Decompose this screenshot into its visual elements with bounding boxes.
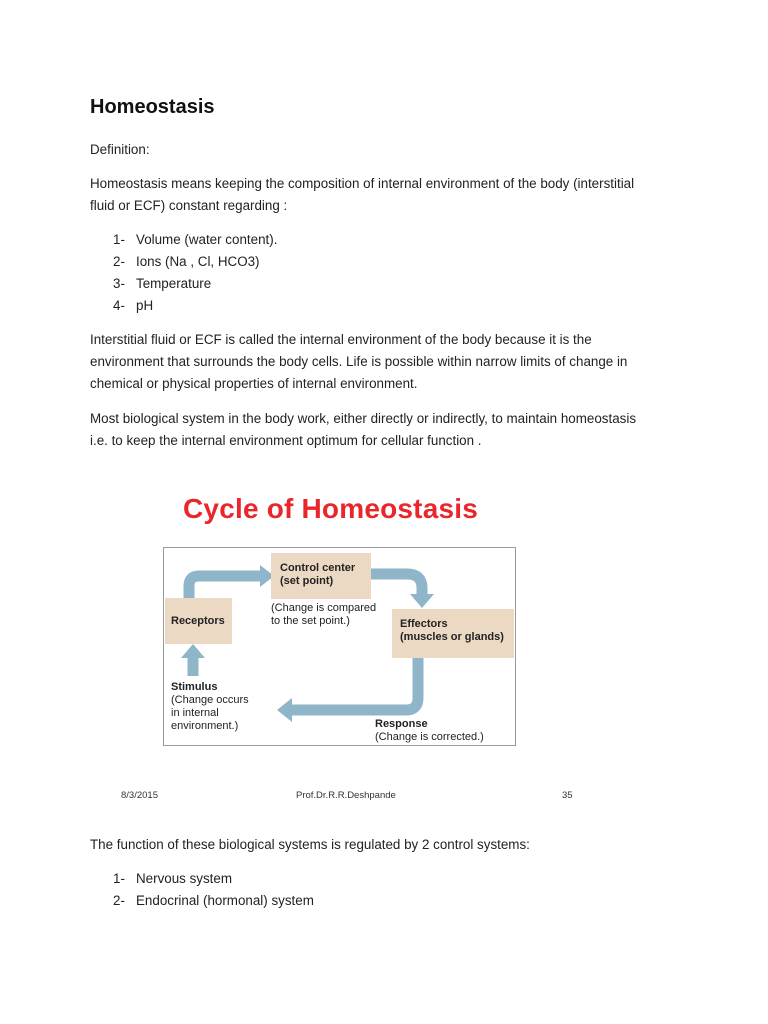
receptors-label: Receptors: [171, 615, 225, 627]
arrowhead-effectors: [410, 594, 434, 608]
receptors-box: [165, 598, 232, 644]
response-label: Response (Change is corrected.): [375, 718, 484, 743]
intro-line: Homeostasis means keeping the composition of internal environment of the body (interstitial: [90, 176, 635, 191]
arrow-receptors-to-control: [189, 576, 260, 600]
definition-label: Definition:: [90, 142, 150, 157]
list-item: 1- Nervous system: [113, 871, 232, 886]
arrow-response: [292, 658, 418, 710]
arrow-control-to-effectors: [371, 574, 422, 594]
intro-paragraph: [90, 173, 710, 217]
slide-footer-page: 35: [562, 790, 573, 801]
intro-line: fluid or ECF) constant regarding :: [90, 198, 288, 213]
list-item: 4- pH: [113, 298, 154, 313]
stimulus-label: Stimulus (Change occurs in internal environment.): [171, 681, 249, 732]
ecf-paragraph: Interstitial fluid or ECF is called the internal environment of the body because it is the environment that surrounds the body cells. Life is possible within narrow limits of change in chemical or physical properties of internal environment.: [90, 332, 628, 391]
effectors-label: Effectors (muscles or glands): [400, 618, 504, 643]
list-item: 2- Endocrinal (hormonal) system: [113, 893, 314, 908]
list-item: 3- Temperature: [113, 276, 212, 291]
arrowhead-receptors: [181, 644, 205, 658]
control-center-box: [271, 553, 371, 599]
control-systems-intro: The function of these biological systems is regulated by 2 control systems:: [90, 837, 530, 852]
effectors-box: [392, 609, 514, 658]
biological-systems-paragraph: Most biological system in the body work, either directly or indirectly, to maintain homeostasis i.e. to keep the internal environment optimum for cellular function .: [90, 411, 637, 448]
arrowhead-response: [277, 698, 292, 722]
list-item: 2- Ions (Na , Cl, HCO3): [113, 254, 260, 269]
list-item: 1- Volume (water content).: [113, 232, 278, 247]
slide-footer-date: 8/3/2015: [121, 790, 158, 801]
compare-note: (Change is compared to the set point.): [271, 602, 377, 627]
homeostasis-diagram: [163, 547, 516, 746]
slide-footer-author: Prof.Dr.R.R.Deshpande: [296, 790, 396, 801]
control-center-label: Control center (set point): [280, 562, 356, 587]
slide-title: Cycle of Homeostasis: [183, 493, 478, 524]
page-title: Homeostasis: [90, 96, 215, 118]
